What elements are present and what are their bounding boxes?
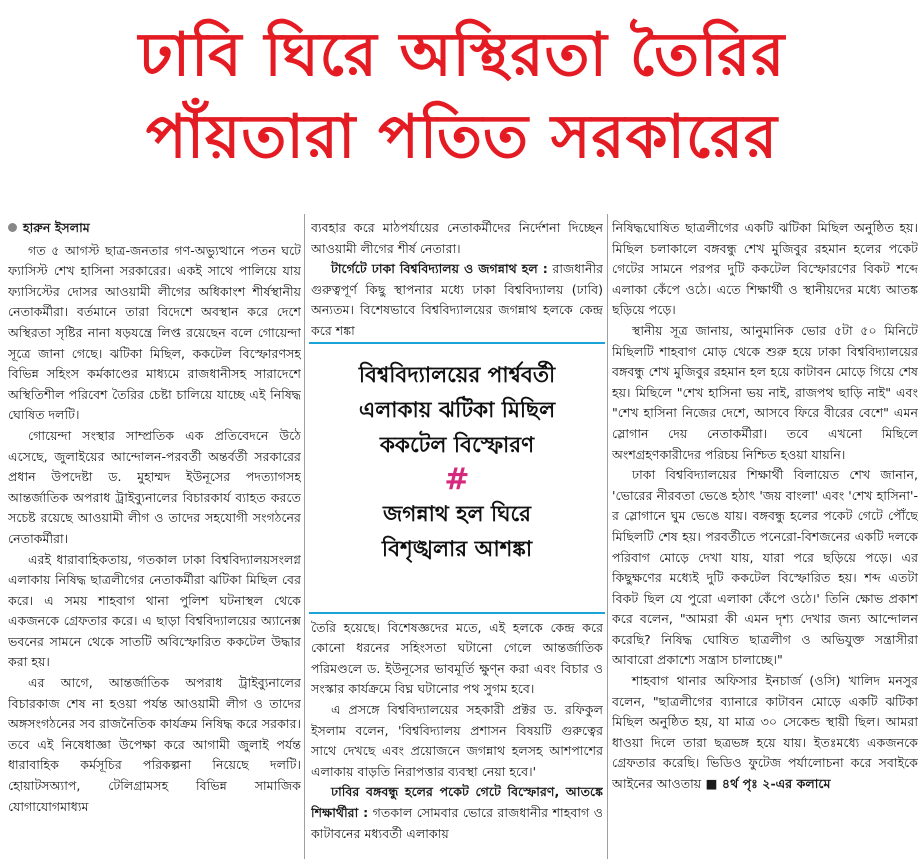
paragraph: গোয়েন্দা সংস্থার সাম্প্রতিক এক প্রতিবেদনে উঠে এসেছে, জুলাইয়ের আন্দোলন-পরবর্তী অন্তর্বর্তী সরকারের প্রধান উপদেষ্টা ড. মুহাম্মদ ইউনূসের পদত্যাগসহ আন্তর্জাতিক অপরাধ ট্রাইব্যুনালের বিচারকার্য ব্যাহত করতে সচেষ্ট রয়েছে আওয়ামী লীগ ও তাদের সহযোগী সংগঠনের নেতাকর্মীরা। bbox=[8, 427, 301, 546]
paragraph bbox=[311, 782, 603, 844]
paragraph: স্থানীয় সূত্র জানায়, আনুমানিক ভোর ৫টা ৫০ মিনিটে মিছিলটি শাহবাগ মোড় থেকে শুরু হয়ে ঢাকা বিশ্ববিদ্যালয়ের বঙ্গবন্ধু শেখ মুজিবুর রহমান হল হয়ে কাটাবন মোড়ে গিয়ে শেষ হয়। মিছিলে "শেখ হাসিনা ভয় নাই, রাজপথ ছাড়ি নাই" এবং "শেখ হাসিনা নিজের দেশে, আসবে ফিরে বীরের বেশে" এমন স্লোগান দেয় নেতাকর্মীরা। তবে এখনো মিছিলে অংশগ্রহণকারীদের পরিচয় নিশ্চিত হওয়া যায়নি। bbox=[612, 322, 918, 462]
article-column-3 bbox=[612, 218, 918, 858]
paragraph-text: শাহবাগ থানার অফিসার ইনচার্জ (ওসি) খালিদ মনসুর বলেন, "ছাত্রলীগের ব্যানারে কাটাবন মোড়ে একটি ঝটিকা মিছিল অনুষ্ঠিত হয়, যা মাত্র ৩০ সেকেন্ড স্থায়ী ছিল। আমরা ধাওয়া দিলে তারা ছত্রভঙ্গ হয়ে যায়। ইতঃমধ্যে একজনকে গ্রেফতার করেছি। ভিডিও ফুটেজ পর্যালোচনা করে সবাইকে আইনের আওতায় bbox=[612, 673, 918, 792]
pull-quote-line: ককটেল বিস্ফোরণ bbox=[379, 433, 535, 458]
paragraph bbox=[311, 259, 603, 341]
paragraph-text: রাজধানীর গুরুত্বপূর্ণ কিছু স্থাপনার মধ্যে ঢাকা বিশ্ববিদ্যালয় (ঢাবি) অন্যতম। বিশেষভাবে বিশ্ববিদ্যালয়ের জগন্নাথ হলকে কেন্দ্র করে শঙ্কা bbox=[311, 261, 603, 338]
bullet-icon bbox=[8, 223, 17, 232]
hash-separator: # bbox=[444, 462, 470, 497]
article-column-1 bbox=[8, 218, 301, 858]
subheading: টার্গেটে ঢাকা বিশ্ববিদ্যালয় ও জগন্নাথ হল : bbox=[331, 261, 548, 277]
paragraph: এর আগে, আন্তর্জাতিক অপরাধ ট্রাইব্যুনালের বিচারকাজ শেষ না হওয়া পর্যন্ত আওয়ামী লীগ ও তাদের অঙ্গসংগঠনের সব রাজনৈতিক কার্যক্রম নিষিদ্ধ করে সরকার। তবে এই নিষেধাজ্ঞা উপেক্ষা করে আগামী জুলাই পর্যন্ত ধারাবাহিক কর্মসূচির পরিকল্পনা নিয়েছে দলটি। হোয়াটসঅ্যাপ, টেলিগ্রামসহ বিভিন্ন সামাজিক যোগাযোগমাধ্যম bbox=[8, 675, 301, 814]
pull-quote-line: জগন্নাথ হল ঘিরে bbox=[383, 502, 531, 527]
paragraph: গত ৫ আগস্ট ছাত্র-জনতার গণ-অভ্যুত্থানে পতন ঘটে ফ্যাসিস্ট শেখ হাসিনা সরকারের। একই সাথে পালিয়ে যায় ফ্যাসিস্টের দোসর আওয়ামী লীগের অধিকাংশ শীর্ষস্থানীয় নেতাকর্মীরা। বর্তমানে তারা বিদেশে অবস্থান করে দেশে অস্থিরতা সৃষ্টির নানা ষড়যন্ত্রে লিপ্ত রয়েছেন বলে গোয়েন্দা সূত্রে জানা গেছে। ঝটিকা মিছিল, ককটেল বিস্ফোরণসহ বিভিন্ন সহিংস কর্মকাণ্ডের মাধ্যমে রাজধানীসহ সারাদেশে অস্থিতিশীল পরিবেশ তৈরির চেষ্টা চালিয়ে যাচ্ছে এই নিষিদ্ধ ঘোষিত দলটি। bbox=[8, 242, 301, 423]
pull-quote-line: বিশ্ববিদ্যালয়ের পার্শ্ববর্তী bbox=[358, 363, 556, 388]
paragraph: এ প্রসঙ্গে বিশ্ববিদ্যালয়ের সহকারী প্রক্টর ড. রফিকুল ইসলাম বলেন, 'বিশ্ববিদ্যালয় প্রশাসন বিষয়টি গুরুত্বের সাথে দেখছে এবং প্রয়োজনে জগন্নাথ হলসহ আশপাশের এলাকায় বাড়তি নিরাপত্তার ব্যবস্থা নেয়া হবে।' bbox=[311, 701, 603, 779]
headline-line-2: পাঁয়তারা পতিত সরকারের bbox=[145, 102, 779, 172]
column-rule-2 bbox=[607, 214, 608, 859]
paragraph: তৈরি হয়েছে। বিশেষজ্ঞদের মতে, এই হলকে কেন্দ্র করে কোনো ধরনের সহিংসতা ঘটানো গেলে আন্তর্জাতিক পরিমণ্ডলে ড. ইউনূসের ভাবমূর্তি ক্ষুণ্ন করা এবং বিচার ও সংস্কার কার্যক্রমে বিঘ্ন ঘটানোর পথ সুগম হবে। bbox=[311, 619, 603, 697]
paragraph bbox=[612, 671, 918, 795]
headline-line-1: ঢাবি ঘিরে অস্থিরতা তৈরির bbox=[138, 20, 786, 90]
continued-note: ■ ৪র্থ পৃঃ ২-এর কলামে bbox=[701, 776, 831, 792]
byline bbox=[8, 218, 301, 239]
paragraph-text: গতকাল সোমবার ভোরে রাজধানীর শাহবাগ ও কাটাবনের মধ্যবর্তী এলাকায় bbox=[311, 804, 603, 841]
pull-quote-line: বিশৃঙ্খলার আশঙ্কা bbox=[381, 537, 533, 562]
subheading: ঢাবির বঙ্গবন্ধু হলের পকেট গেটে বিস্ফোরণ, আতঙ্কে শিক্ষার্থীরা : bbox=[311, 784, 603, 820]
column-rule-1 bbox=[304, 214, 305, 859]
paragraph: ব্যবহার করে মাঠপর্যায়ের নেতাকর্মীদের নির্দেশনা দিচ্ছেন আওয়ামী লীগের শীর্ষ নেতারা। bbox=[311, 220, 603, 256]
pull-quote-line: এলাকায় ঝটিকা মিছিল bbox=[358, 398, 556, 423]
paragraph: নিষিদ্ধঘোষিত ছাত্রলীগের একটি ঝটিকা মিছিল অনুষ্ঠিত হয়। মিছিল চলাকালে বঙ্গবন্ধু শেখ মুজিবুর রহমান হলের পকেট গেটের সামনে পরপর দুটি ককটেল বিস্ফোরণের বিকট শব্দে এলাকা কেঁপে ওঠে। এতে শিক্ষার্থী ও স্থানীয়দের মধ্যে আতঙ্ক ছড়িয়ে পড়ে। bbox=[612, 220, 918, 318]
paragraph: ঢাকা বিশ্ববিদ্যালয়ের শিক্ষার্থী বিলায়েত শেখ জানান, 'ভোরের নীরবতা ভেঙে হঠাৎ 'জয় বাংলা' এবং 'শেখ হাসিনা'-র স্লোগানে ঘুম ভেঙে যায়। বঙ্গবন্ধু হলের পকেট গেটে পৌঁছে মিছিলটি শেষ হয়। পরবর্তীতে পনেরো-বিশজনের একটি দলকে পরিবাগ মোড়ে দেখা যায়, যারা পরে ছড়িয়ে পড়ে। এর কিছুক্ষণের মধ্যেই দুটি ককটেল বিস্ফোরিত হয়। শব্দ এতটা বিকট ছিল যে পুরো এলাকা কেঁপে ওঠে।' তিনি ক্ষোভ প্রকাশ করে বলেন, "আমরা কী এমন দৃশ্য দেখার জন্য আন্দোলন করেছি? নিষিদ্ধ ঘোষিত ছাত্রলীগ ও অভিযুক্ত সন্ত্রাসীরা আবারো প্রকাশ্যে সন্ত্রাস চালাচ্ছে।" bbox=[612, 467, 918, 668]
byline-author: হারুন ইসলাম bbox=[23, 220, 90, 235]
headline bbox=[0, 14, 924, 178]
paragraph: এরই ধারাবাহিকতায়, গতকাল ঢাকা বিশ্ববিদ্যালয়সংলগ্ন এলাকায় নিষিদ্ধ ছাত্রলীগের নেতাকর্মীরা ঝটিকা মিছিল বের করে। এ সময় শাহবাগ থানা পুলিশ ঘটনাস্থল থেকে একজনকে গ্রেফতার করে। এ ছাড়া বিশ্ববিদ্যালয়ের অ্যানেক্স ভবনের সামনে থেকে সাতটি অবিস্ফোরিত ককটেল উদ্ধার করা হয়। bbox=[8, 551, 301, 670]
pull-quote-box bbox=[309, 342, 605, 614]
